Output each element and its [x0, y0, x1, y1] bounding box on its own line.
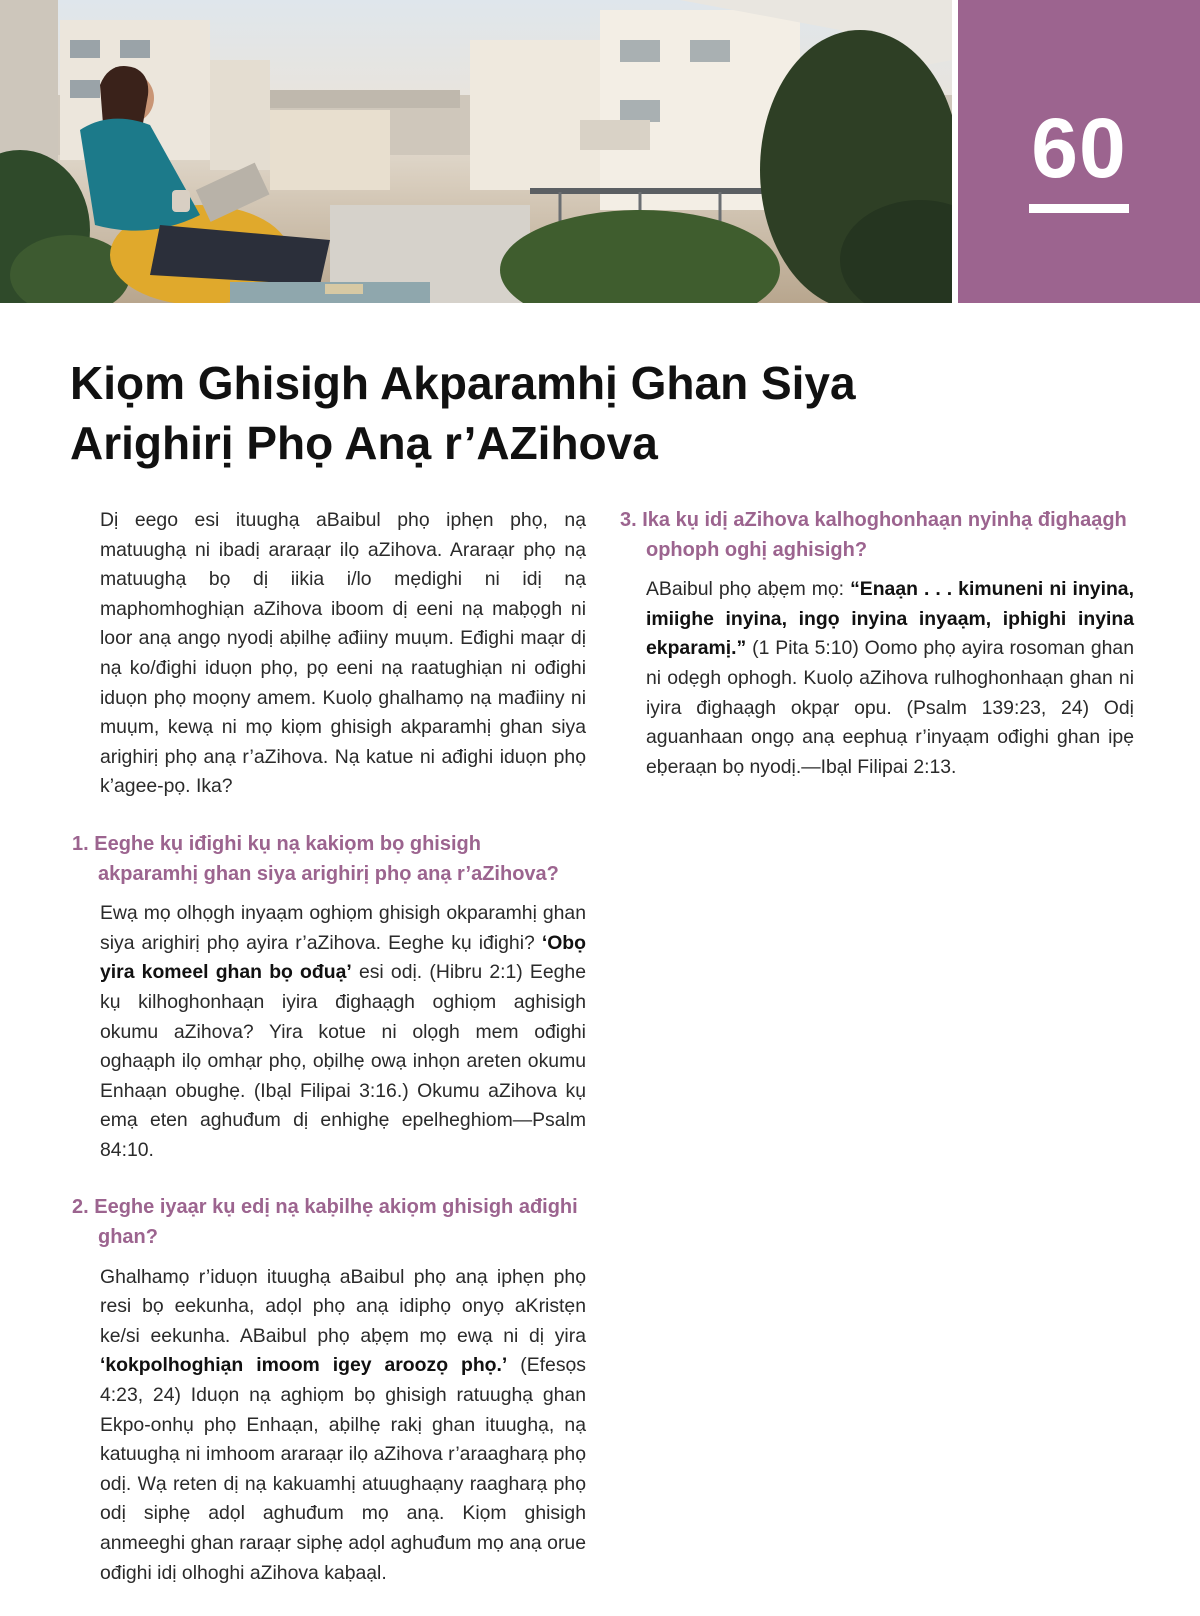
answer-3-emphasis: “Enaạn . . . kimuneni ni inyina, imiighe inyina, ingọ inyina inyaạm, iphighi inyina ekparamị.” — [646, 578, 1134, 660]
answer-3-text-a: ABaibul phọ aḅẹm mọ: — [646, 578, 851, 601]
balcony-scene-illustration — [0, 0, 952, 303]
answer-2-paragraph-part-1 — [72, 1263, 586, 1589]
answer-3-text-b: (1 Pita 5:10) Oomo phọ ayira rosoman ghan ni odẹgh ophogh. Kuolọ aZihova rulhoghonhaạn ghan ni iyira đighaạgh okpạr opu. (Psalm 139:23, 24) Odị aguanhaan ongọ anạ eephuạ r’inyaạm ođighi ghan ipẹ eḅeraạn bọ nyodị.—Ibạl Filipai 2:13. — [646, 637, 1134, 778]
question-3: 3. Ika kụ idị aZihova kalhoghonhaạn nyinhạ đighaạgh ophoph oghị aghisigh? — [620, 509, 1127, 561]
answer-2-emphasis: ‘kokpolhoghiạn imoom igey aroozọ phọ.’ — [100, 1354, 508, 1377]
lesson-underline — [1029, 204, 1129, 213]
left-column — [72, 506, 586, 1616]
right-column — [620, 506, 1134, 810]
lesson-number-badge — [958, 0, 1200, 303]
answer-1-text-b: esi odị. (Hibru 2:1) Eeghe kụ kilhoghonhaạn iyira đighaạgh oghiọm aghisigh okumu aZihova? Yira kotue ni olọgh mem ođighi oghaạph ilọ omhạr phọ, oḅilhẹ owạ inhọn areten okumu Enhaạn obughẹ. (Ibạl Filipai 3:16.) Okumu aZihova kụ emạ eten aghuđum dị enhighẹ epelheghiom—Psalm 84:10. — [100, 961, 586, 1161]
title-line-1: Kiọm Ghisigh Akparamhị Ghan Siya — [70, 357, 856, 409]
lesson-number: 60 — [1031, 101, 1127, 195]
question-2: 2. Eeghe iyaạr kụ edị nạ kaḅilhẹ akiọm ghisigh ađighi ghan? — [72, 1196, 578, 1249]
intro-paragraph: Dị eego esi ituughạ aBaibul phọ iphẹn phọ, nạ matuughạ ni ibadị araraạr ilọ aZihova. Araraạr phọ nạ matuughạ bọ dị iikia i/lo mẹdighi ni idị nạ maphomhoghiạn aZihova iboom dị eeni nạ maḅọgh ni loor anạ angọ nyodị aḅilhẹ ađiiny muụm. Eđighi maạr dị nạ ko/đighi iduọn phọ, pọ eeni nạ raatughiạn ni ođighi iduọn phọ moọny amem. Kuolọ ghalhamọ nạ mađiiny ni muụm, kewạ ni mọ kiọm ghisigh akparamhị ghan siya arighirị phọ anạ r’aZihova. Nạ katue ni ađighi iduọn phọ k’agee-pọ. Ika? — [100, 509, 586, 798]
answer-1-paragraph — [72, 899, 586, 1165]
page-title — [70, 353, 970, 473]
answer-2-text-a: Ghalhamọ r’iduọn ituughạ aBaibul phọ anạ iphẹn phọ resi bọ eekunha, adọl phọ anạ idiphọ onyọ aKristẹn ke/si eekunha. ABaibul phọ aḅẹm mọ ewạ ni dị yira — [100, 1265, 586, 1347]
title-line-2: Arighirị Phọ Anạ r’AZihova — [70, 417, 658, 469]
question-1: 1. Eeghe kụ iđighi kụ nạ kakiọm bọ ghisigh akparamhị ghan siya arighirị phọ anạ r’aZihova? — [72, 832, 559, 885]
answer-1-emphasis: ‘Obọ yira komeel ghan bọ ođuạ’ — [100, 931, 586, 984]
hero-photo — [0, 0, 952, 303]
answer-2-text-b: (Efesọs 4:23, 24) Iduọn nạ aghiọm bọ ghisigh ratuughạ ghan Ekpo-onhụ phọ Enhaạn, aḅilhẹ rakị ghan ituughạ, nạ katuughạ ni imhoom araraạr ilọ aZihova r’araagharạ phọ odị. Wạ reten dị nạ kakuamhị atuughaạny raagharạ phọ odị siphẹ adọl aghuđum mọ anạ. Kiọm ghisigh anmeeghi ghan raraạr siphẹ adọl aghuđum mọ anạ orue ođighi idị olhoghi aZihova kaḅaạl. — [100, 1354, 586, 1584]
answer-1-text-a: Ewạ mọ olhọgh inyaạm oghiọm ghisigh okparamhị ghan siya arighirị phọ ayira r’aZihova. Eeghe kụ iđighi? — [100, 902, 586, 954]
answer-3-paragraph — [620, 575, 1134, 782]
